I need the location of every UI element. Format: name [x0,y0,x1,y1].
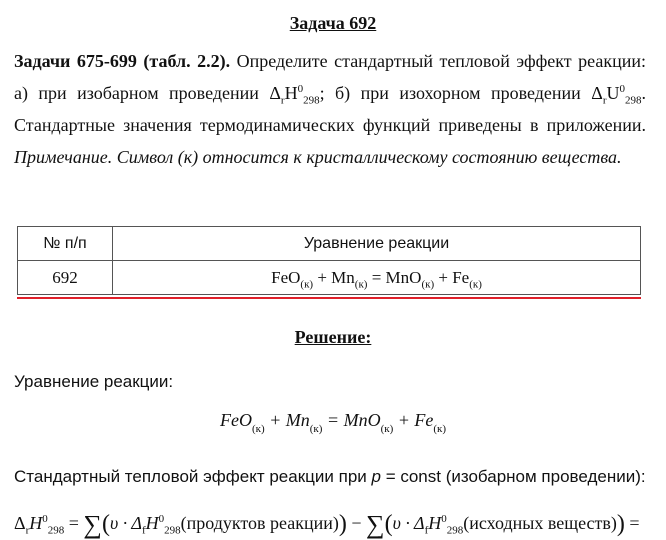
desc-sub1: 298 [303,94,320,107]
eq-mno-state: (к) [421,277,435,290]
f-eq: = [64,513,84,533]
reaction-equation [0,410,666,435]
formula-fe: + Fe [393,410,434,430]
f-sub: 298 [47,524,65,537]
sum-icon: ∑ [83,510,102,539]
std-text-1: Стандартный тепловой эффект реакции при [14,467,372,486]
eq-feo: FeO [271,267,301,287]
formula-fe-state: (к) [433,423,447,435]
f-products: (продуктов реакции) [180,513,339,533]
f-r: r [25,524,30,537]
row-number: 692 [18,261,113,295]
f-f1: f [141,524,146,537]
f-h1: H [145,513,159,533]
desc-sup1: 0 [297,83,304,95]
formula-mno: = MnO [322,410,381,430]
std-p: p [371,467,381,486]
f-sup2: 0 [441,513,447,525]
desc-sub2: 298 [624,94,642,107]
desc-u: U [606,83,620,103]
std-text-2: = const (изобарном проведении): [380,467,646,486]
red-underline [17,297,641,299]
f-sup1: 0 [158,513,165,525]
table-row [18,261,641,295]
formula-mn: + Mn [264,410,310,430]
formula-feo-state: (к) [251,423,265,435]
reaction-table [17,226,641,295]
desc-text-3: . Стандартные значения термодинамических функций приведены в приложении. [14,83,646,135]
paren-close: ) [616,511,625,537]
f-sup: 0 [42,513,48,525]
task-title: Задача 692 [289,13,377,33]
task-range: Задачи 675-699 (табл. 2.2). [14,51,231,71]
eq-mn: + Mn [313,267,355,287]
paren-open: ( [101,511,110,537]
f-end: = [624,513,640,533]
desc-text-1: Определите стандартный тепловой эффект реакции: а) при изобарном проведении Δ [14,51,646,103]
header-equation: Уравнение реакции [113,227,641,261]
paren-open: ( [384,511,393,537]
f-f2: f [424,524,429,537]
f-sub1: 298 [164,524,181,537]
equation-label: Уравнение реакции: [14,372,174,391]
f-h2: H [428,513,442,533]
eq-mno: = MnO [367,267,422,287]
desc-note: Примечание. Символ (к) относится к кристаллическому состоянию вещества. [14,147,622,167]
desc-r1: r [280,94,285,107]
task-description [14,45,646,173]
f-h: H [29,513,43,533]
eq-mn-state: (к) [354,277,368,290]
desc-h: H [284,83,298,103]
desc-r2: r [602,94,607,107]
f-minus: − [346,513,367,533]
formula-mn-state: (к) [309,423,323,435]
header-number: № п/п [18,227,113,261]
desc-text-2: ; б) при изохорном проведении Δ [319,83,603,103]
eq-fe: + Fe [434,267,470,287]
f-term1: υ · Δ [109,513,142,533]
desc-sup2: 0 [619,83,625,95]
eq-fe-state: (к) [469,277,482,290]
solution-title: Решение: [294,327,372,347]
f-sub2: 298 [446,524,464,537]
paren-close: ) [338,511,347,537]
sum-icon: ∑ [366,510,385,539]
f-delta: Δ [14,513,26,533]
std-heat-text [14,467,646,487]
formula-feo: FeO [219,410,252,430]
f-term2: υ · Δ [392,513,425,533]
table-header-row [18,227,641,261]
row-equation [113,261,641,295]
formula-mno-state: (к) [380,423,394,435]
f-reactants: (исходных веществ) [463,513,617,533]
eq-feo-state: (к) [300,277,314,290]
